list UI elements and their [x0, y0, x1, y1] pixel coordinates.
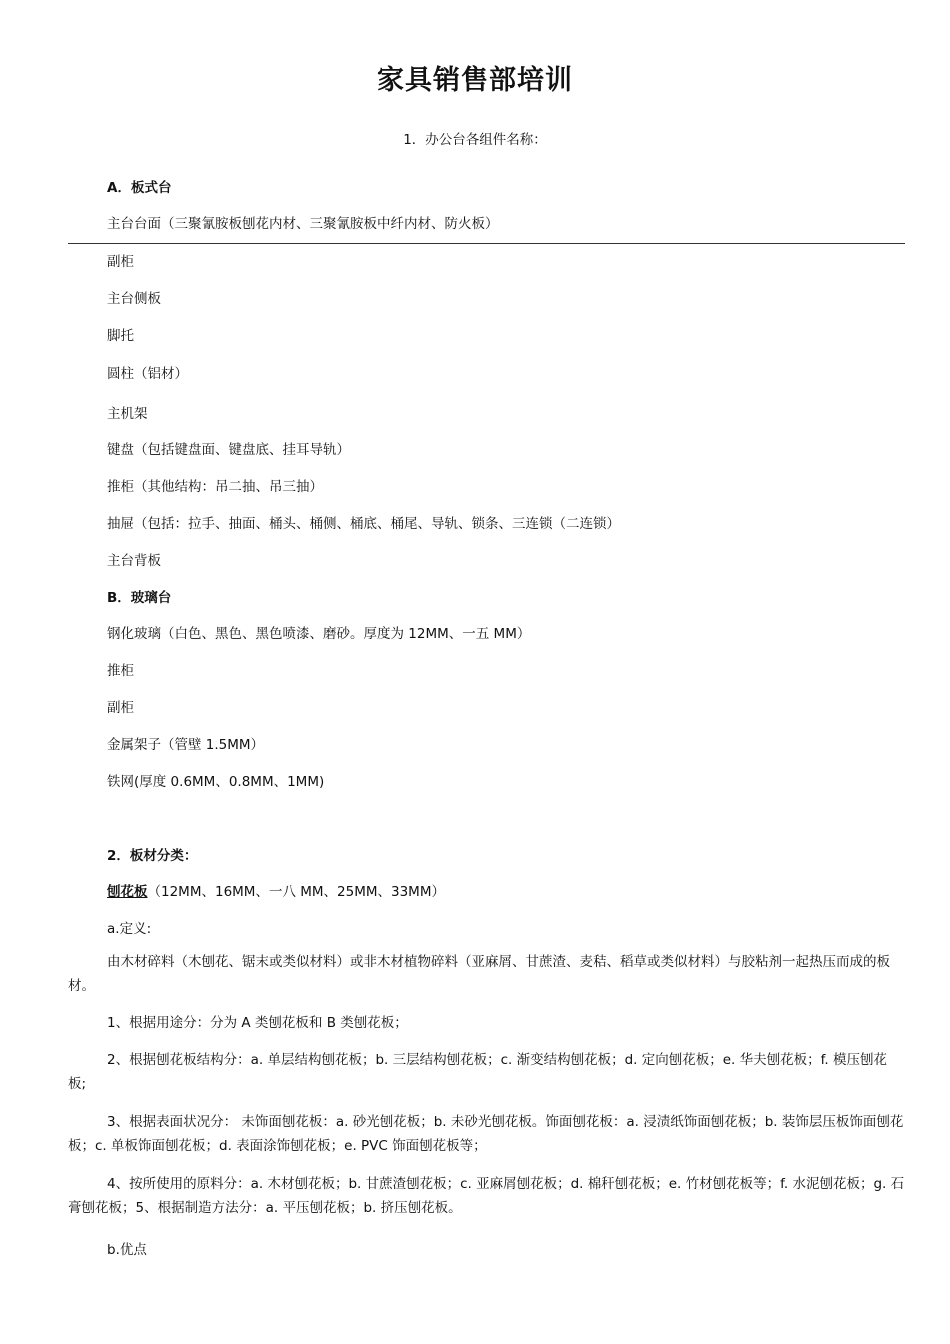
horizontal-rule [68, 243, 905, 244]
list-item: 主台台面（三聚氰胺板刨花内材、三聚氰胺板中纤内材、防火板） [107, 216, 499, 232]
list-item: 铁网(厚度 0.6MM、0.8MM、1MM) [107, 774, 325, 790]
paragraph: 2、根据刨花板结构分：a. 单层结构刨花板；b. 三层结构刨花板；c. 渐变结构刨花板；d. 定向刨花板；e. 华夫刨花板；f. 模压刨花板; [68, 1052, 887, 1092]
board-name: 刨花板 [107, 884, 148, 900]
list-item: 抽屉（包括：拉手、抽面、桶头、桶侧、桶底、桶尾、导轨、锁条、三连锁（二连锁） [107, 516, 620, 532]
list-item: 副柜 [107, 254, 134, 270]
paragraph: 由木材碎料（木刨花、锯末或类似材料）或非木材植物碎料（亚麻屑、甘蔗渣、麦秸、稻草或类似材料）与胶粘剂一起热压而成的板材。 [68, 954, 890, 994]
page-title: 家具销售部培训 [377, 65, 573, 96]
board-heading [107, 880, 445, 900]
part-b-label: B．玻璃台 [107, 590, 172, 606]
list-item: 脚托 [107, 328, 134, 344]
list-item: 钢化玻璃（白色、黑色、黑色喷漆、磨砂。厚度为 12MM、一五 MM） [107, 626, 531, 642]
part-a-label: A．板式台 [107, 180, 172, 196]
list-item: 推柜（其他结构：吊二抽、吊三抽） [107, 479, 323, 495]
definition-label: a.定义: [107, 921, 152, 937]
advantages-label: b.优点 [107, 1242, 147, 1258]
list-item: 主台侧板 [107, 291, 161, 307]
list-item: 金属架子（管壁 1.5MM） [107, 737, 265, 753]
section-2-heading: 2．板材分类： [107, 848, 198, 864]
paragraph: 3、根据表面状况分： 未饰面刨花板：a. 砂光刨花板；b. 未砂光刨花板。饰面刨花板：a. 浸渍纸饰面刨花板；b. 装饰层压板饰面刨花板；c. 单板饰面刨花板；d. 表面涂饰刨花板；e. PVC 饰面刨花板等； [68, 1114, 904, 1154]
section-1-heading: 1．办公台各组件名称： [403, 132, 547, 148]
list-item: 主台背板 [107, 553, 161, 569]
list-item: 键盘（包括键盘面、键盘底、挂耳导轨） [107, 442, 350, 458]
list-item: 副柜 [107, 700, 134, 716]
list-item: 主机架 [107, 406, 148, 422]
paragraph: 4、按所使用的原料分：a. 木材刨花板；b. 甘蔗渣刨花板；c. 亚麻屑刨花板；d. 棉秆刨花板；e. 竹材刨花板等；f. 水泥刨花板；g. 石膏刨花板；5、根据制造方法分：a. 平压刨花板；b. 挤压刨花板。 [68, 1176, 905, 1216]
list-item: 圆柱（铝材） [107, 366, 188, 382]
paragraph: 1、根据用途分：分为 A 类刨花板和 B 类刨花板； [107, 1015, 408, 1031]
list-item: 推柜 [107, 663, 134, 679]
board-sizes: （12MM、16MM、一八 MM、25MM、33MM） [147, 884, 445, 900]
